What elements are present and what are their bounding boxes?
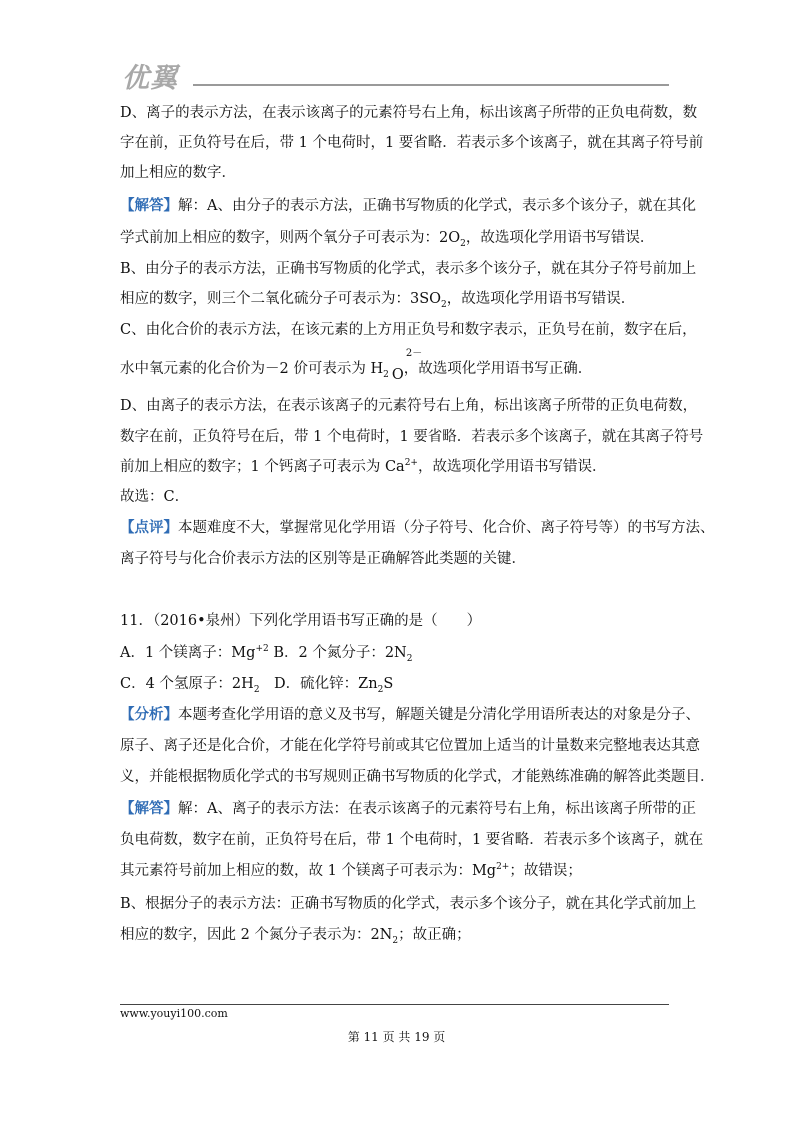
answer-line: 【解答】解：A、由分子的表示方法，正确书写物质的化学式，表示多个该分子，就在其化 <box>120 197 696 214</box>
text-line: B、根据分子的表示方法：正确书写物质的化学式，表示多个该分子，就在其化学式前加上 <box>120 896 697 912</box>
text-line: 其元素符号前加上相应的数，故 1 个镁离子可表示为：$Mg^{2+}$；故错误； <box>120 862 582 879</box>
text-line: 负电荷数，数字在前，正负符号在后，带 1 个电荷时，1 要省略．若表示多个该离子，就在 <box>120 832 704 848</box>
analysis-tag: 【分析】 <box>120 706 178 723</box>
analysis-line: 【分析】本题考查化学用语的意义及书写，解题关键是分清化学用语所表达的对象是分子、 <box>120 706 700 723</box>
text-line: C、由化合价的表示方法，在该元素的上方用正负号和数字表示，正负号在前，数字在后， <box>120 322 697 338</box>
text-line: 故选：C． <box>120 489 190 505</box>
text-line: D、由离子的表示方法，在表示该离子的元素符号右上角，标出该离子所带的正负电荷数， <box>120 398 698 414</box>
text-line: 相应的数字，则三个二氧化硫分子可表示为：$3SO_2$，故选项化学用语书写错误． <box>120 291 636 310</box>
text-line: 原子、离子还是化合价，才能在化学符号前或其它位置加上适当的计量数来完整地表达其意 <box>120 738 700 754</box>
text-line: 加上相应的数字． <box>120 165 236 181</box>
comment-line: 【点评】本题难度不大，掌握常见化学用语（分子符号、化合价、离子符号等）的书写方法、 <box>120 519 715 536</box>
text-line: 数字在前，正负符号在后，带 1 个电荷时，1 要省略．若表示多个该离子，就在其离子符号 <box>120 429 704 445</box>
page-number: 第 11 页 共 19 页 <box>347 1030 446 1044</box>
comment-tag: 【点评】 <box>120 519 178 536</box>
text-line: 水中氧元素的化合价为－2 价可表示为 $H_2$ 2－ O，故选项化学用语书写正确． <box>120 348 593 383</box>
answer-tag: 【解答】 <box>120 197 178 214</box>
text-line: D、离子的表示方法，在表示该离子的元素符号右上角，标出该离子所带的正负电荷数，数 <box>120 105 698 121</box>
question-title: 11．（2016•泉州）下列化学用语书写正确的是（ ） <box>120 613 482 629</box>
valence-notation: 2－ O <box>391 348 423 383</box>
option-line: A．1 个镁离子：$Mg^{+2}$ B．2 个氮分子：$2N_2$ <box>120 644 413 664</box>
header-divider <box>193 84 669 86</box>
logo: 优翼 <box>122 63 178 94</box>
text-line: 义，并能根据物质化学式的书写规则正确书写物质的化学式，才能熟练准确的解答此类题目． <box>120 769 715 785</box>
footer-divider <box>120 1004 669 1005</box>
text-line: 前加上相应的数字；1 个钙离子可表示为 $Ca^{2+}$，故选项化学用语书写错误． <box>120 458 607 475</box>
answer-tag: 【解答】 <box>120 800 178 817</box>
text-line: B、由分子的表示方法，正确书写物质的化学式，表示多个该分子，就在其分子符号前加上 <box>120 261 697 277</box>
text-line: 相应的数字，因此 2 个氮分子表示为：$2N_2$；故正确； <box>120 927 471 946</box>
option-line: C．4 个氢原子：$2H_2$ D．硫化锌：$Zn_2S$ <box>120 676 394 695</box>
answer-line: 【解答】解：A、离子的表示方法：在表示该离子的元素符号右上角，标出该离子所带的正 <box>120 800 696 817</box>
text-line: 字在前，正负符号在后，带 1 个电荷时，1 要省略．若表示多个该离子，就在其离子符号前 <box>120 135 704 151</box>
text-line: 学式前加上相应的数字，则两个氧分子可表示为：$2O_2$，故选项化学用语书写错误． <box>120 230 655 249</box>
footer-url: www.youyi100.com <box>120 1007 228 1020</box>
text-line: 离子符号与化合价表示方法的区别等是正确解答此类题的关键． <box>120 551 526 567</box>
